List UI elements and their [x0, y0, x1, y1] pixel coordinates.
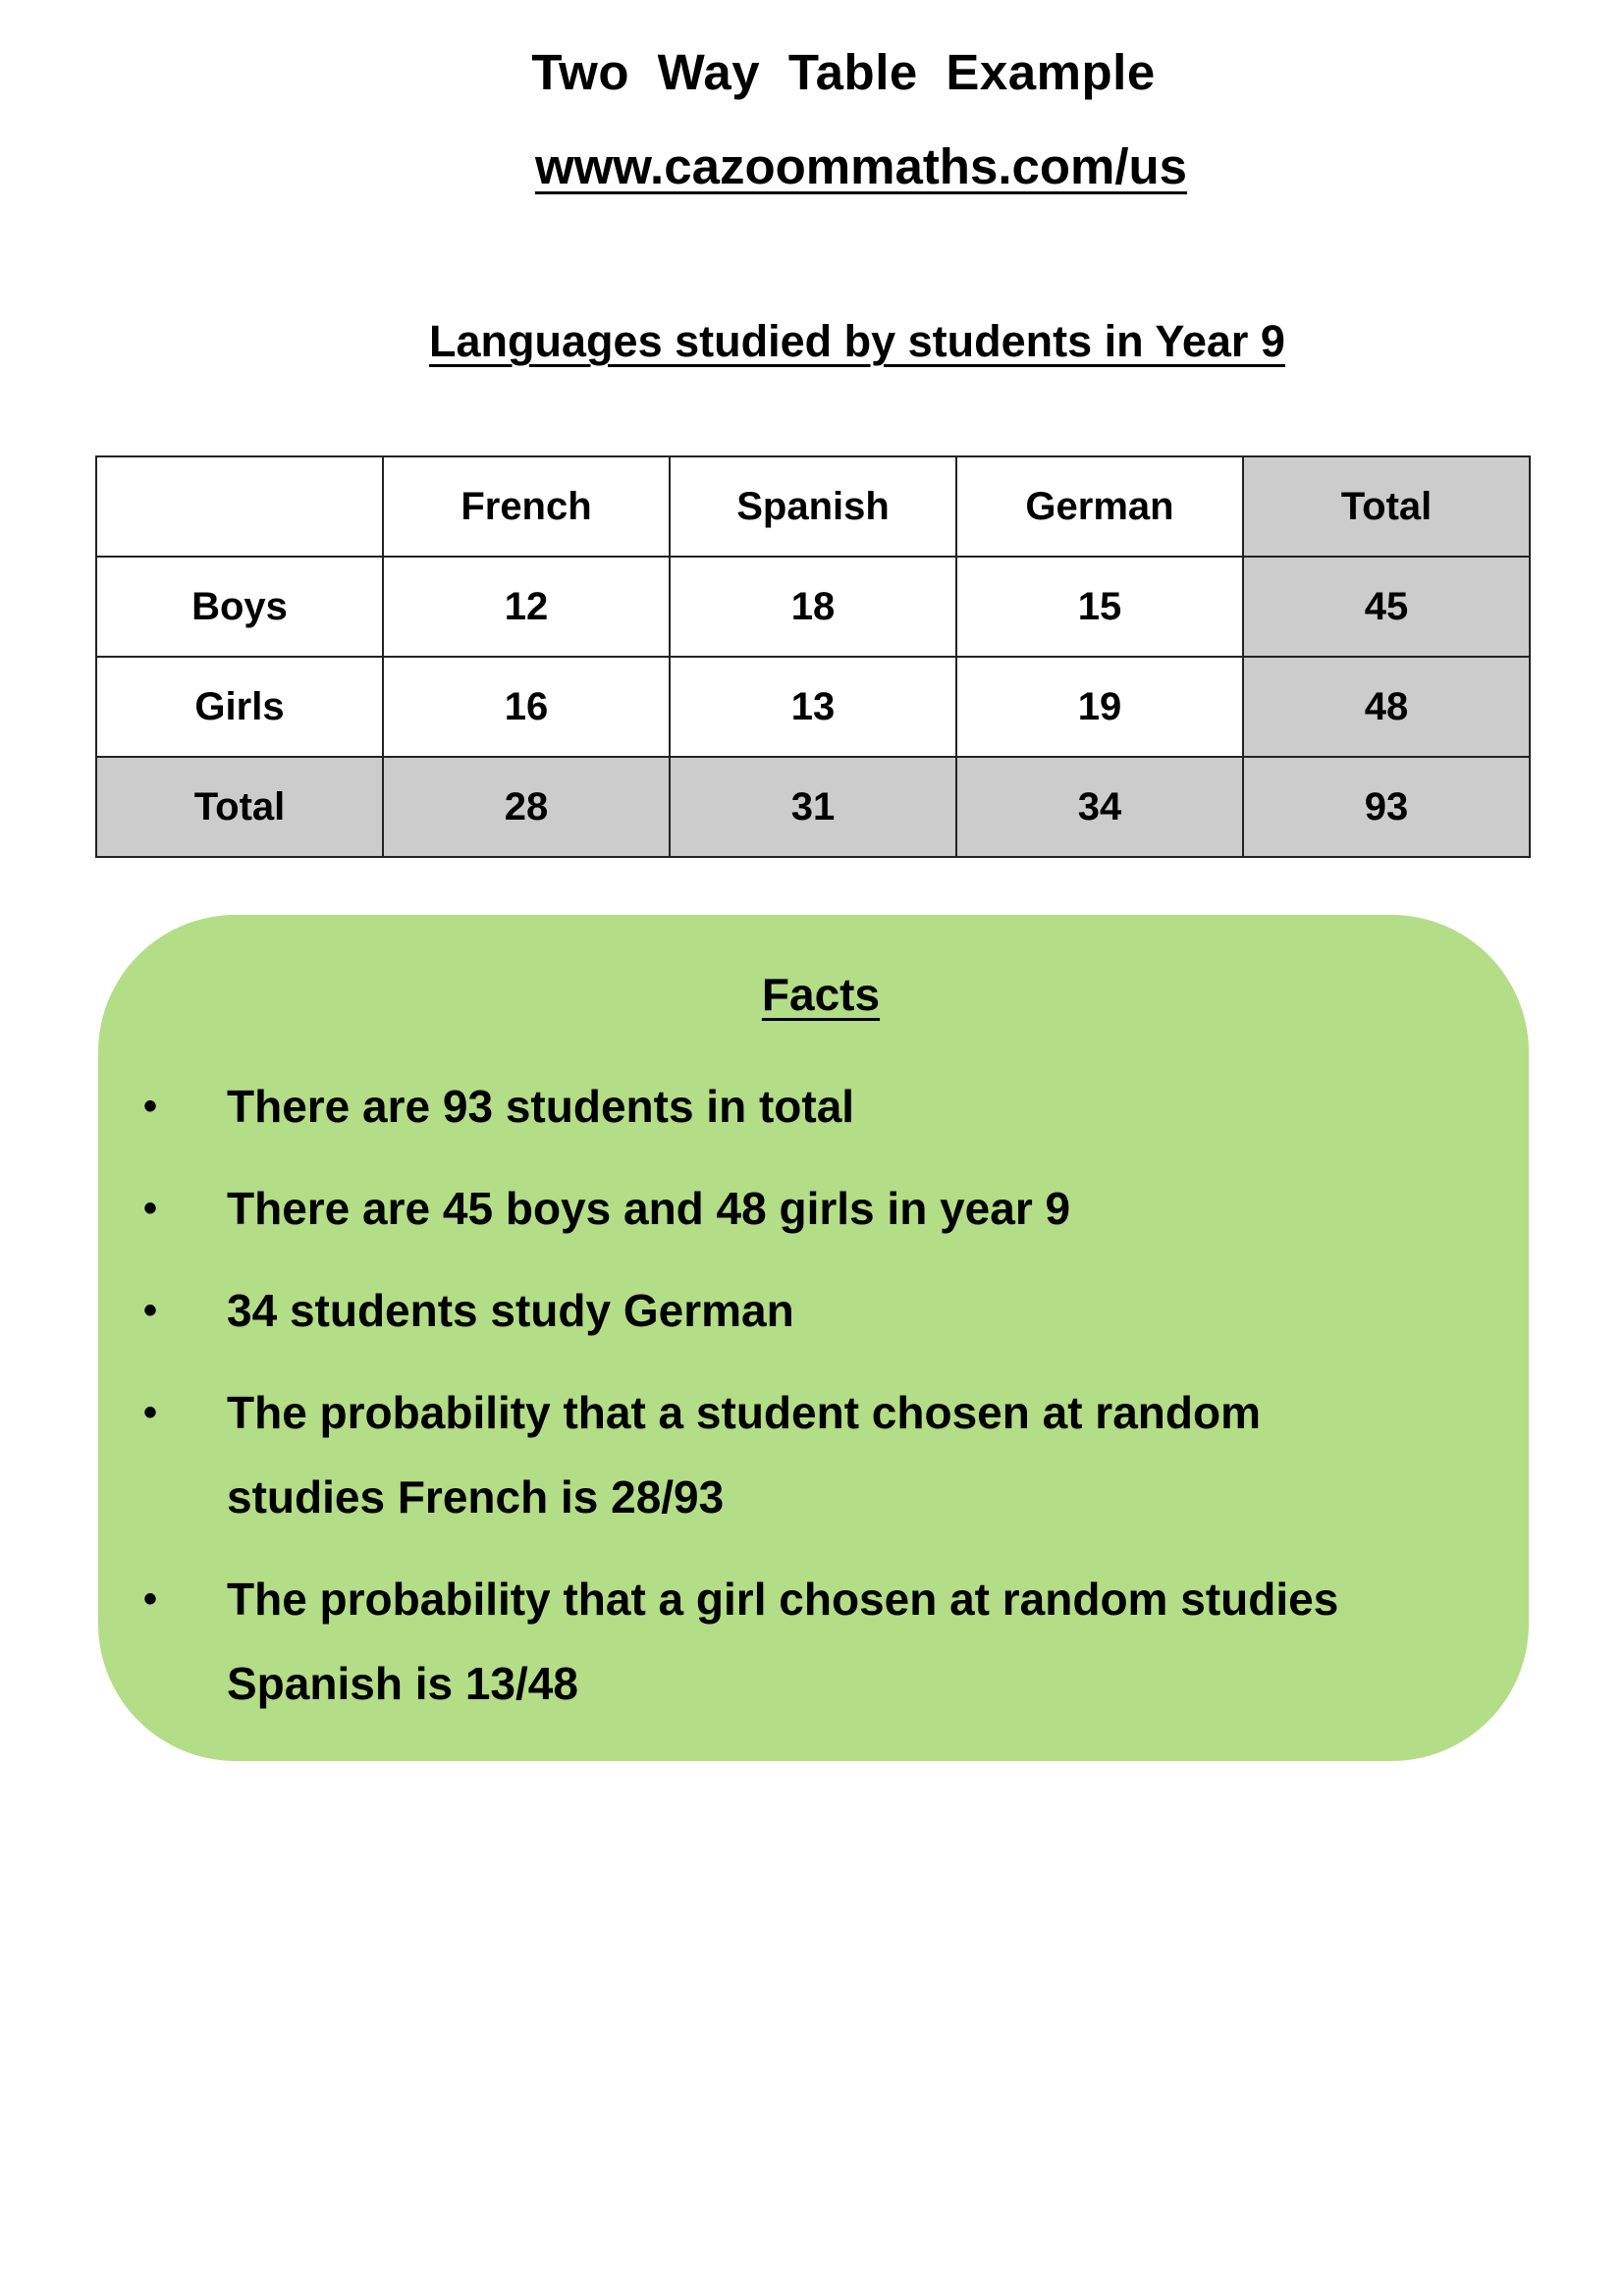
header-cell-french: French — [383, 456, 670, 557]
header-cell-german: German — [956, 456, 1243, 557]
facts-heading-container — [98, 968, 1543, 1021]
cell-boys-french: 12 — [383, 557, 670, 657]
table-row-girls — [96, 657, 1530, 757]
bullet-icon: • — [143, 1085, 158, 1128]
cell-girls-spanish: 13 — [670, 657, 956, 757]
website-url-container — [0, 137, 1624, 195]
fact-text: The probability that a student chosen at random studies French is 28/93 — [227, 1387, 1261, 1522]
page-title: Two Way Table Example — [531, 44, 1156, 100]
header-cell-spanish: Spanish — [670, 456, 956, 557]
fact-text: 34 students study German — [227, 1285, 794, 1336]
header-corner-cell — [96, 456, 383, 557]
bullet-icon: • — [143, 1289, 158, 1332]
table-row-total — [96, 757, 1530, 857]
row-label-girls: Girls — [96, 657, 383, 757]
cell-girls-french: 16 — [383, 657, 670, 757]
fact-text: The probability that a girl chosen at random studies Spanish is 13/48 — [227, 1574, 1339, 1709]
cell-girls-total: 48 — [1243, 657, 1530, 757]
website-url-link[interactable]: www.cazoommaths.com/us — [534, 138, 1188, 194]
cell-boys-spanish: 18 — [670, 557, 956, 657]
cell-total-french: 28 — [383, 757, 670, 857]
table-row-boys — [96, 557, 1530, 657]
cell-girls-german: 19 — [956, 657, 1243, 757]
fact-text: There are 93 students in total — [227, 1081, 855, 1132]
cell-total-german: 34 — [956, 757, 1243, 857]
bullet-icon: • — [143, 1391, 158, 1434]
table-caption: Languages studied by students in Year 9 — [429, 316, 1285, 366]
fact-text: There are 45 boys and 48 girls in year 9 — [227, 1183, 1071, 1234]
cell-total-spanish: 31 — [670, 757, 956, 857]
cell-boys-german: 15 — [956, 557, 1243, 657]
bullet-icon: • — [143, 1187, 158, 1230]
two-way-table — [95, 455, 1531, 858]
facts-panel — [98, 915, 1529, 1761]
row-label-boys: Boys — [96, 557, 383, 657]
cell-grand-total: 93 — [1243, 757, 1530, 857]
header-cell-total: Total — [1243, 456, 1530, 557]
bullet-icon: • — [143, 1577, 158, 1621]
table-caption-container — [0, 316, 1624, 367]
facts-heading: Facts — [761, 969, 881, 1020]
table-header-row — [96, 456, 1530, 557]
cell-boys-total: 45 — [1243, 557, 1530, 657]
row-label-total: Total — [96, 757, 383, 857]
